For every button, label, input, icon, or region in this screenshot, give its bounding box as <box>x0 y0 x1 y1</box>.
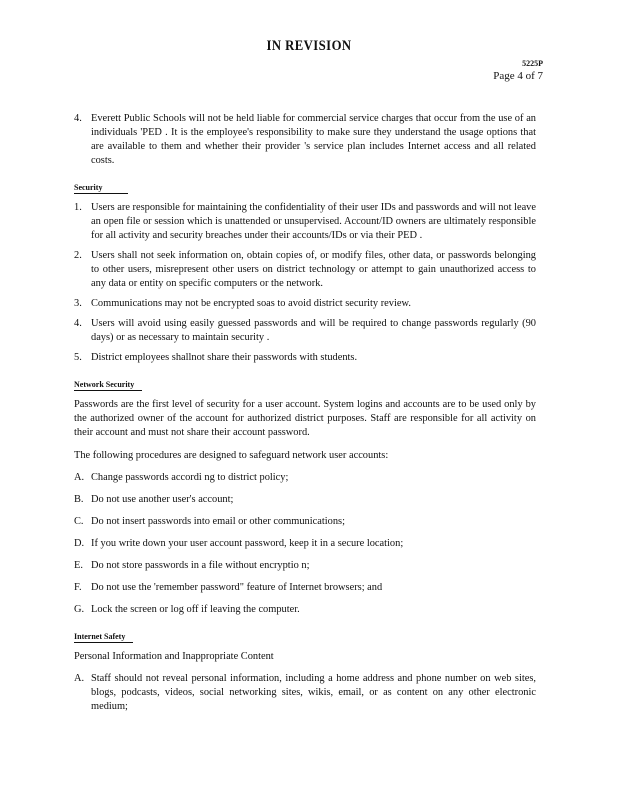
list-item <box>74 112 536 168</box>
section-heading-security: Security <box>74 183 128 194</box>
list-text: Lock the screen or log off if leaving the computer. <box>91 604 300 615</box>
list-text: Do not use another user's account; <box>91 494 234 505</box>
list-item <box>74 537 536 551</box>
list-item <box>74 603 536 617</box>
internet-safety-subheading: Personal Information and Inappropriate Content <box>74 651 274 662</box>
list-item <box>74 581 536 595</box>
list-number: 1. <box>74 202 82 213</box>
list-item <box>74 672 536 714</box>
list-item <box>74 201 536 243</box>
document-number: 5225P <box>522 59 543 68</box>
list-text: Do not use the 'remember password" feature of Internet browsers; and <box>91 582 383 593</box>
list-number: 4. <box>74 113 82 124</box>
list-text: Staff should not reveal personal information, including a home address and phone number on web sites, blogs, podcasts, videos, social networking sites, wikis, email, or as content on any other electronic medium; <box>91 673 536 712</box>
list-number: 5. <box>74 352 82 363</box>
list-item <box>74 317 536 345</box>
list-item <box>74 351 536 365</box>
list-item <box>74 249 536 291</box>
list-text: Users shall not seek information on, obtain copies of, or modify files, other data, or passwords belonging to other users, misrepresent other users on district technology or attempt to gain unauthorized access to any data or entity on specific computers or the network. <box>91 250 536 289</box>
list-letter: G. <box>74 604 85 615</box>
list-item <box>74 559 536 573</box>
list-item <box>74 515 536 529</box>
section-heading-network-security: Network Security <box>74 380 142 391</box>
list-text: Everett Public Schools will not be held liable for commercial service charges that occur from the use of an individuals 'PED . It is the employee's responsibility to make sure they understand the usage options that are available to them and whether their provider 's service plan includes Internet access and all related costs. <box>91 113 536 166</box>
document-body <box>74 112 536 714</box>
list-item <box>74 493 536 507</box>
list-letter: C. <box>74 516 84 527</box>
list-text: Do not store passwords in a file without encryptio n; <box>91 560 310 571</box>
list-text: Users are responsible for maintaining the confidentiality of their user IDs and passwords and will not leave an open file or session which is unattended or unsupervised. Account/ID owners are ultimately responsible for all activity and security breaches under their accounts/IDs or via their PED . <box>91 202 536 241</box>
list-number: 4. <box>74 318 82 329</box>
list-text: Communications may not be encrypted soas to avoid district security review. <box>91 298 411 309</box>
list-letter: A. <box>74 673 85 684</box>
list-text: Change passwords accordi ng to district policy; <box>91 472 289 483</box>
list-text: District employees shallnot share their passwords with students. <box>91 352 358 363</box>
section-heading-internet-safety: Internet Safety <box>74 632 133 643</box>
list-letter: F. <box>74 582 82 593</box>
list-letter: A. <box>74 472 85 483</box>
list-letter: B. <box>74 494 84 505</box>
network-security-paragraph: Passwords are the first level of security for a user account. System logins and accounts are to be used only by the authorized owner of the account for authorized district purposes. Staff are responsible for all activity on their account and must not share their account password. <box>74 399 536 438</box>
list-text: Do not insert passwords into email or other communications; <box>91 516 345 527</box>
list-text: Users will avoid using easily guessed passwords and will be required to change passwords regularly (90 days) or as necessary to maintain security . <box>91 318 536 343</box>
list-letter: E. <box>74 560 83 571</box>
page-number: Page 4 of 7 <box>493 70 543 82</box>
page-title: IN REVISION <box>266 38 352 54</box>
list-number: 2. <box>74 250 82 261</box>
list-text: If you write down your user account password, keep it in a secure location; <box>91 538 404 549</box>
list-number: 3. <box>74 298 82 309</box>
list-item <box>74 297 536 311</box>
list-item <box>74 471 536 485</box>
procedures-intro: The following procedures are designed to safeguard network user accounts: <box>74 450 389 461</box>
list-letter: D. <box>74 538 85 549</box>
